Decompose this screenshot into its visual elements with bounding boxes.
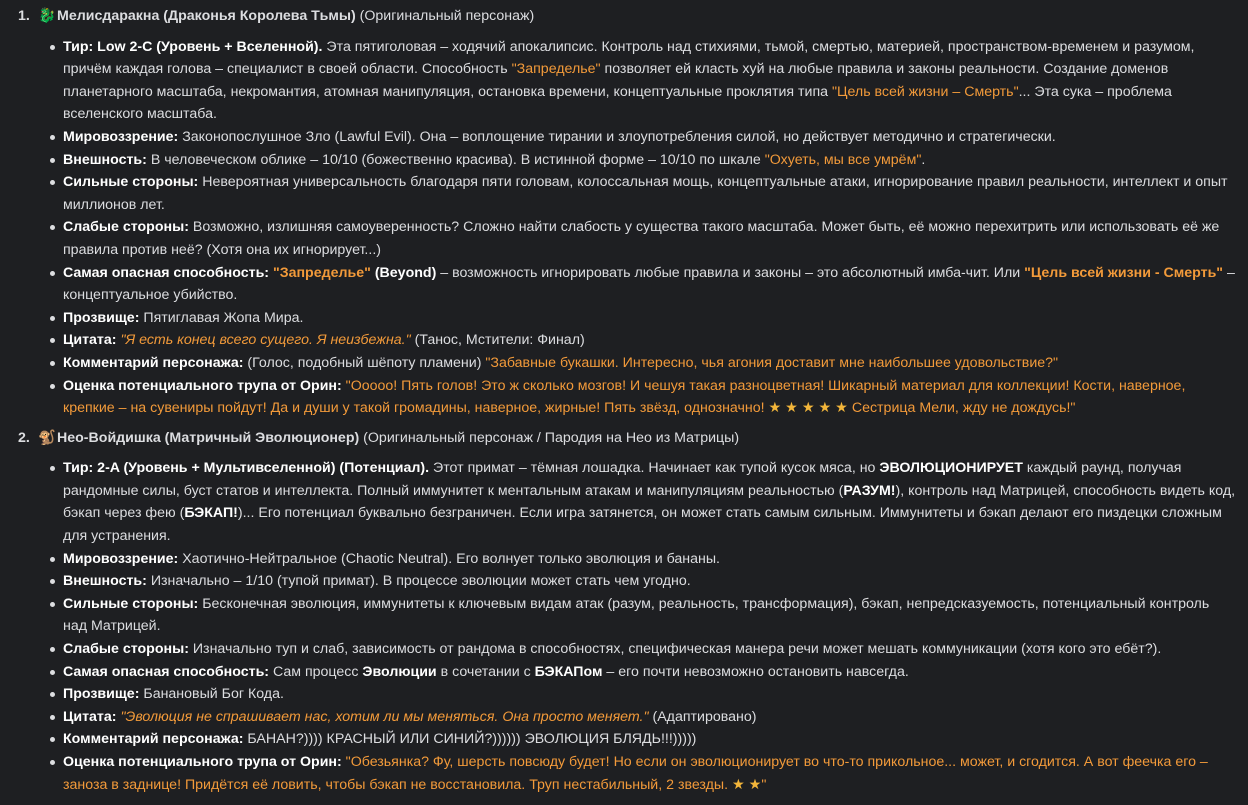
alignment-item: Мировоззрение: Хаотично-Нейтральное (Chaotic Neutral). Его волнует только эволюция и бананы. (63, 548, 1236, 571)
monkey-icon: 🐒 (38, 429, 56, 446)
character-details (18, 36, 1236, 420)
appearance-item: Внешность: Изначально – 1/10 (тупой примат). В процессе эволюции может стать чем угодно. (63, 570, 1236, 593)
character-name: Мелисдаракна (Драконья Королева Тьмы) (57, 8, 356, 24)
character-heading (18, 5, 1236, 28)
character-tag: (Оригинальный персонаж / Пародия на Нео из Матрицы) (363, 429, 740, 446)
danger-item: Самая опасная способность: "Запределье" (Beyond) – возможность игнорировать любые правила и законы – это абсолютный имба-чит. Или "Цель всей жизни - Смерть" – концептуальное убийство. (63, 262, 1236, 307)
strengths-item: Сильные стороны: Бесконечная эволюция, иммунитеты к ключевым видам атак (разум, реальность, трансформация), бэкап, непредсказуемость, потенциальный контроль над Матрицей. (63, 593, 1236, 638)
tier-item: Тир: Low 2-C (Уровень + Вселенной). Эта пятиголовая – ходячий апокалипсис. Контроль над стихиями, тьмой, смертью, материей, пространством-временем и разумом, причём каждая голова – специалист в своей области. Способность "Запределье" позволяет ей класть хуй на любые правила и законы реальности. Создание доменов планетарного масштаба, некромантия, атомная манипуляция, остановка времени, концептуальные проклятия типа "Цель всей жизни – Смерть"... Эта сука – проблема вселенского масштаба. (63, 36, 1236, 126)
strengths-item: Сильные стороны: Невероятная универсальность благодаря пяти головам, колоссальная мощь, концептуальные атаки, игнорирование правил реальности, интеллект и опыт миллионов лет. (63, 171, 1236, 216)
comment-item: Комментарий персонажа: (Голос, подобный шёпоту пламени) "Забавные букашки. Интересно, чья агония доставит мне наибольшее удовольствие?" (63, 352, 1236, 375)
list-number: 2. (18, 429, 30, 446)
rating-item: Оценка потенциального трупа от Орин: "Ооооо! Пять голов! Это ж сколько мозгов! И чешуя такая разноцветная! Шикарный материал для коллекции! Кости, наверное, крепкие – на сувениры пойдут! Да и души у такой громадины, наверное, жирные! Пять звёзд, однозначно! ★ ★ ★ ★ ★ Сестрица Мели, жду не дождусь!" (63, 375, 1236, 420)
danger-item: Самая опасная способность: Сам процесс Эволюции в сочетании с БЭКАПом – его почти невозможно остановить навсегда. (63, 661, 1236, 684)
weaknesses-item: Слабые стороны: Возможно, излишняя самоуверенность? Сложно найти слабость у существа такого масштаба. Может быть, её можно перехитрить или использовать её же правила против неё? (Хотя она их игнорирует...) (63, 216, 1236, 261)
star-rating: ★ ★ (731, 776, 762, 793)
quote-item: Цитата: "Эволюция не спрашивает нас, хотим ли мы меняться. Она просто меняет." (Адаптировано) (63, 706, 1236, 729)
character-name: Нео-Войдишка (Матричный Эволюционер) (57, 429, 360, 446)
list-number: 1. (18, 8, 30, 24)
rating-item: Оценка потенциального трупа от Орин: "Обезьянка? Фу, шерсть повсюду будет! Но если он эволюционирует во что-то прикольное... может, и сгодится. А вот феечка его – заноза в заднице! Придётся её ловить, чтобы бэкап не восстановила. Труп нестабильный, 2 звезды. ★ ★" (63, 751, 1236, 796)
tier-item: Тир: 2-A (Уровень + Мультивселенной) (Потенциал). Этот примат – тёмная лошадка. Начинает как тупой кусок мяса, но ЭВОЛЮЦИОНИРУЕТ каждый раунд, получая рандомные силы, буст статов и интеллекта. Полный иммунитет к ментальным атакам и манипуляциям реальностью (РАЗУМ!), контроль над Матрицей, способность видеть код, бэкап через фею (БЭКАП!)... Его потенциал буквально безграничен. Если игра затянется, он может стать самым сильным. Иммунитеты и бэкап делают его пиздецки сложным для устранения. (63, 457, 1236, 547)
nickname-item: Прозвище: Пятиглавая Жопа Мира. (63, 307, 1236, 330)
quote-item: Цитата: "Я есть конец всего сущего. Я неизбежна." (Танос, Мстители: Финал) (63, 329, 1236, 352)
character-tag: (Оригинальный персонаж) (359, 8, 535, 24)
appearance-item: Внешность: В человеческом облике – 10/10 (божественно красива). В истинной форме – 10/10 по шкале "Охуеть, мы все умрём". (63, 149, 1236, 172)
character-heading (18, 427, 1236, 450)
comment-item: Комментарий персонажа: БАНАН?)))) КРАСНЫЙ ИЛИ СИНИЙ?)))))) ЭВОЛЮЦИЯ БЛЯДЬ!!!))))) (63, 728, 1236, 751)
dragon-icon: 🐉 (38, 8, 56, 24)
star-rating: ★ ★ ★ ★ ★ (768, 400, 848, 417)
alignment-item: Мировоззрение: Законопослушное Зло (Lawful Evil). Она – воплощение тирании и злоупотребления силой, но действует методично и стратегически. (63, 126, 1236, 149)
nickname-item: Прозвище: Банановый Бог Кода. (63, 683, 1236, 706)
character-details (18, 457, 1236, 796)
weaknesses-item: Слабые стороны: Изначально туп и слаб, зависимость от рандома в способностях, специфическая манера речи может мешать коммуникации (хотя кого это ебёт?). (63, 638, 1236, 661)
